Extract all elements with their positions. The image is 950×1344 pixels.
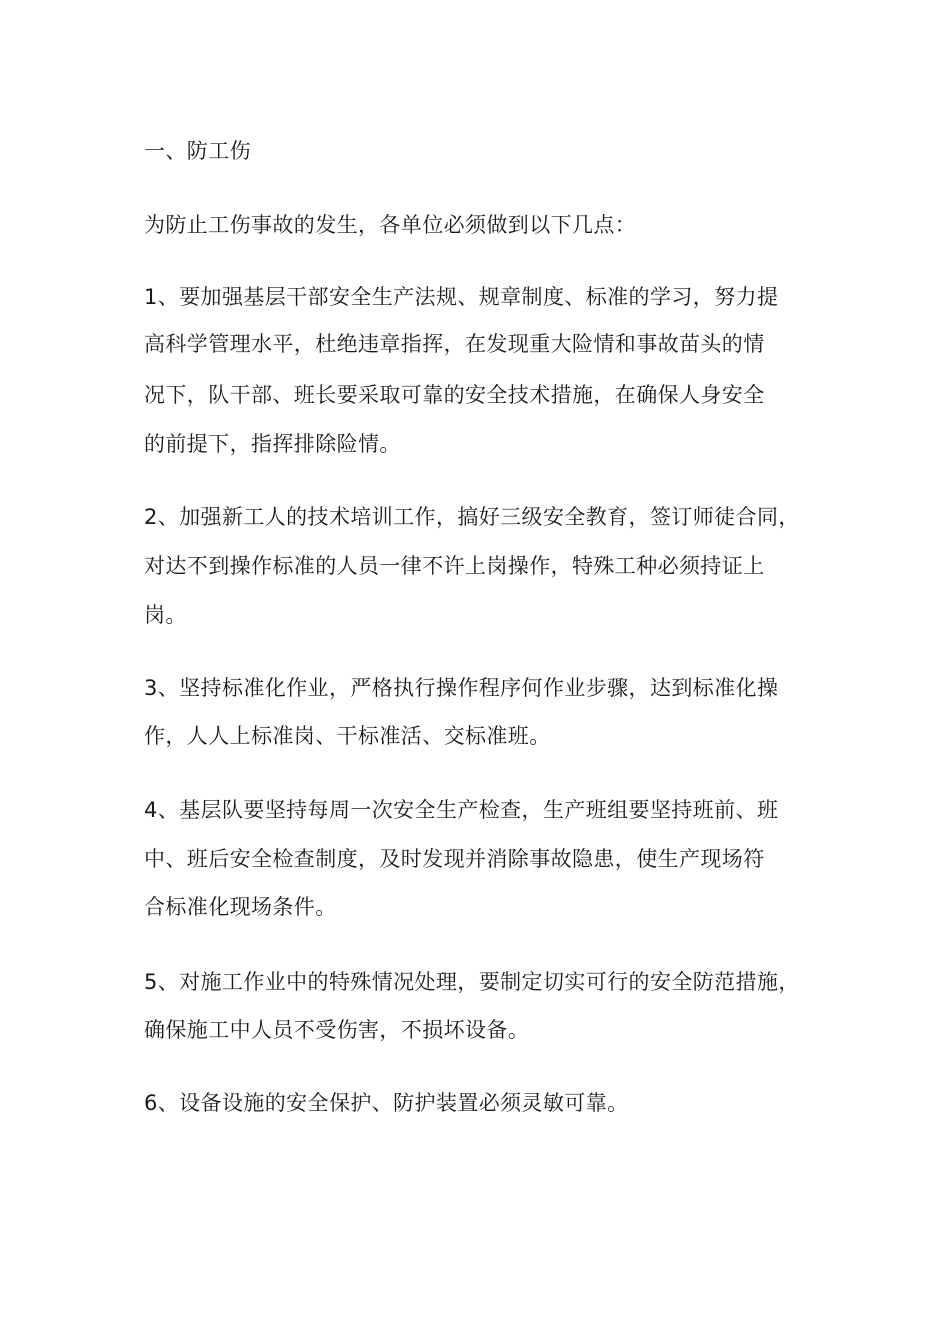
item-3-line-2: 作，人人上标准岗、干标准活、交标准班。 — [144, 724, 551, 748]
item-4-line-3: 合标准化现场条件。 — [144, 895, 337, 919]
item-2-line-3: 岗。 — [144, 603, 187, 627]
intro-paragraph: 为防止工伤事故的发生，各单位必须做到以下几点： — [144, 213, 637, 237]
item-5-line-2: 确保施工中人员不受伤害，不损坏设备。 — [144, 1018, 530, 1042]
item-4-line-1: 4、基层队要坚持每周一次安全生产检查，生产班组要坚持班前、班 — [144, 798, 779, 822]
item-4-line-2: 中、班后安全检查制度，及时发现并消除事故隐患，使生产现场符 — [144, 847, 765, 871]
item-1-line-3: 况下，队干部、班长要采取可靠的安全技术措施，在确保人身安全 — [144, 383, 765, 407]
item-1-line-4: 的前提下，指挥排除险情。 — [144, 432, 401, 456]
section-heading: 一、防工伤 — [144, 139, 251, 163]
item-5-line-1: 5、对施工作业中的特殊情况处理，要制定切实可行的安全防范措施， — [144, 970, 800, 994]
item-2-line-1: 2、加强新工人的技术培训工作，搞好三级安全教育，签订师徒合同， — [144, 505, 800, 529]
item-6-line-1: 6、设备设施的安全保护、防护装置必须灵敏可靠。 — [144, 1091, 629, 1115]
item-1-line-2: 高科学管理水平，杜绝违章指挥，在发现重大险情和事故苗头的情 — [144, 332, 765, 356]
item-1-line-1: 1、要加强基层干部安全生产法规、规章制度、标准的学习，努力提 — [144, 285, 779, 309]
item-3-line-1: 3、坚持标准化作业，严格执行操作程序何作业步骤，达到标准化操 — [144, 676, 779, 700]
item-2-line-2: 对达不到操作标准的人员一律不许上岗操作，特殊工种必须持证上 — [144, 554, 765, 578]
